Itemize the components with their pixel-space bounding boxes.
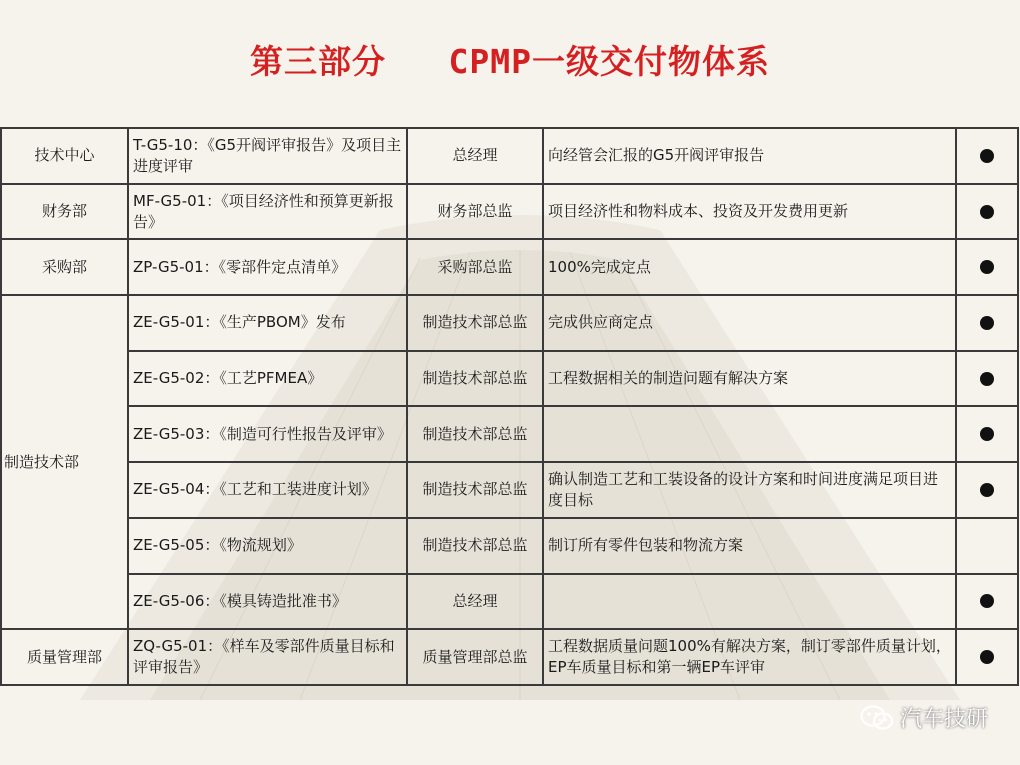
deliverable-cell: MF-G5-01：《项目经济性和预算更新报告》 (128, 184, 407, 240)
department-cell: 财务部 (1, 184, 128, 240)
description-cell: 100%完成定点 (543, 239, 956, 295)
wechat-icon (860, 704, 894, 732)
department-cell: 采购部 (1, 239, 128, 295)
filled-dot-icon (980, 149, 994, 163)
mark-cell (956, 518, 1018, 574)
table-row (1, 184, 1018, 240)
deliverable-cell: T-G5-10：《G5开阀评审报告》及项目主进度评审 (128, 128, 407, 184)
mark-cell (956, 351, 1018, 407)
mark-cell (956, 295, 1018, 351)
description-cell: 向经管会汇报的G5开阀评审报告 (543, 128, 956, 184)
owner-cell: 财务部总监 (407, 184, 543, 240)
table-row (1, 351, 1018, 407)
deliverable-cell: ZE-G5-02：《工艺PFMEA》 (128, 351, 407, 407)
filled-dot-icon (980, 483, 994, 497)
mark-cell (956, 184, 1018, 240)
deliverable-cell: ZE-G5-01：《生产PBOM》发布 (128, 295, 407, 351)
mark-cell (956, 574, 1018, 630)
filled-dot-icon (980, 650, 994, 664)
description-cell: 完成供应商定点 (543, 295, 956, 351)
watermark (860, 702, 988, 733)
table-row (1, 128, 1018, 184)
department-cell: 制造技术部 (1, 295, 128, 629)
deliverable-cell: ZE-G5-03：《制造可行性报告及评审》 (128, 406, 407, 462)
description-cell (543, 406, 956, 462)
mark-cell (956, 629, 1018, 685)
mark-cell (956, 406, 1018, 462)
table-row (1, 295, 1018, 351)
description-cell: 工程数据质量问题100%有解决方案，制订零部件质量计划，EP车质量目标和第一辆EP车评审 (543, 629, 956, 685)
description-cell: 项目经济性和物料成本、投资及开发费用更新 (543, 184, 956, 240)
table-row (1, 574, 1018, 630)
filled-dot-icon (980, 594, 994, 608)
department-cell: 质量管理部 (1, 629, 128, 685)
owner-cell: 总经理 (407, 574, 543, 630)
description-cell (543, 574, 956, 630)
filled-dot-icon (980, 205, 994, 219)
owner-cell: 制造技术部总监 (407, 351, 543, 407)
description-cell: 确认制造工艺和工装设备的设计方案和时间进度满足项目进度目标 (543, 462, 956, 518)
watermark-text: 汽车技研 (899, 707, 988, 732)
table-row (1, 629, 1018, 685)
owner-cell: 制造技术部总监 (407, 462, 543, 518)
department-cell: 技术中心 (1, 128, 128, 184)
deliverable-cell: ZE-G5-05：《物流规划》 (128, 518, 407, 574)
mark-cell (956, 239, 1018, 295)
table-row (1, 462, 1018, 518)
deliverable-cell: ZP-G5-01：《零部件定点清单》 (128, 239, 407, 295)
description-cell: 工程数据相关的制造问题有解决方案 (543, 351, 956, 407)
owner-cell: 制造技术部总监 (407, 295, 543, 351)
table-row (1, 406, 1018, 462)
deliverables-table (0, 127, 1019, 686)
owner-cell: 总经理 (407, 128, 543, 184)
table-row (1, 239, 1018, 295)
mark-cell (956, 128, 1018, 184)
mark-cell (956, 462, 1018, 518)
deliverable-cell: ZE-G5-04：《工艺和工装进度计划》 (128, 462, 407, 518)
owner-cell: 采购部总监 (407, 239, 543, 295)
filled-dot-icon (980, 372, 994, 386)
owner-cell: 制造技术部总监 (407, 406, 543, 462)
deliverable-cell: ZE-G5-06：《模具铸造批准书》 (128, 574, 407, 630)
deliverable-cell: ZQ-G5-01：《样车及零部件质量目标和评审报告》 (128, 629, 407, 685)
filled-dot-icon (980, 260, 994, 274)
owner-cell: 质量管理部总监 (407, 629, 543, 685)
filled-dot-icon (980, 427, 994, 441)
table-row (1, 518, 1018, 574)
slide-title: 第三部分 CPMP一级交付物体系 (249, 42, 771, 81)
description-cell: 制订所有零件包装和物流方案 (543, 518, 956, 574)
owner-cell: 制造技术部总监 (407, 518, 543, 574)
filled-dot-icon (980, 316, 994, 330)
